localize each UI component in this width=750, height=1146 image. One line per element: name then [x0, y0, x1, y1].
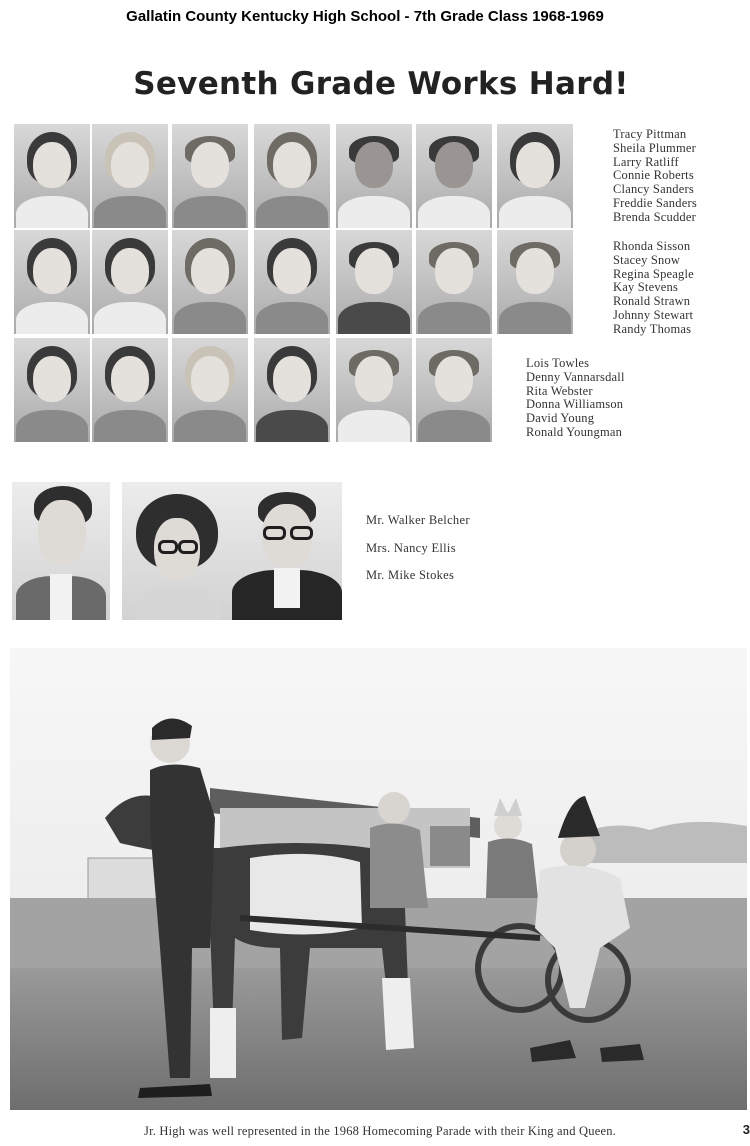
teacher-photo — [232, 482, 342, 620]
student-photo — [14, 230, 90, 334]
student-photo — [92, 124, 168, 228]
teacher-name: Mrs. Nancy Ellis — [366, 540, 456, 555]
student-photo — [14, 338, 90, 442]
student-photo — [172, 338, 248, 442]
student-name: Rita Webster — [526, 383, 593, 398]
student-photo — [14, 124, 90, 228]
student-name: Connie Roberts — [613, 168, 694, 183]
student-photo — [92, 338, 168, 442]
page-title: Seventh Grade Works Hard! — [133, 66, 629, 102]
student-photo — [254, 230, 330, 334]
student-name: Freddie Sanders — [613, 195, 697, 210]
teacher-name-list — [366, 513, 470, 596]
student-name: Kay Stevens — [613, 280, 679, 295]
student-photo — [336, 124, 412, 228]
student-photo — [92, 230, 168, 334]
student-photo — [416, 230, 492, 334]
student-name: Ronald Youngman — [526, 424, 623, 439]
student-photo — [172, 230, 248, 334]
student-photo — [336, 230, 412, 334]
student-name: Randy Thomas — [613, 321, 692, 336]
student-name: Stacey Snow — [613, 252, 681, 267]
student-name: Denny Vannarsdall — [526, 369, 625, 384]
student-name: Lois Towles — [526, 356, 590, 370]
student-photo — [416, 124, 492, 228]
student-photo — [254, 338, 330, 442]
parade-photo — [10, 648, 747, 1110]
photo-caption: Jr. High was well represented in the 1968 Homecoming Parade with their King and Queen. — [144, 1124, 616, 1138]
name-list-row-3 — [526, 357, 625, 440]
teacher-photo — [122, 482, 232, 620]
page-number: 3 — [742, 1122, 750, 1137]
teacher-photo — [12, 482, 110, 620]
student-name: Sheila Plummer — [613, 140, 697, 155]
student-name: Larry Ratliff — [613, 154, 679, 169]
student-name: Rhonda Sisson — [613, 239, 691, 253]
student-photo — [172, 124, 248, 228]
student-name: Johnny Stewart — [613, 307, 694, 322]
student-name: David Young — [526, 411, 595, 426]
student-photo — [254, 124, 330, 228]
student-photo — [497, 230, 573, 334]
student-name: Brenda Scudder — [613, 209, 696, 224]
student-name: Regina Speagle — [613, 266, 694, 281]
student-name: Tracy Pittman — [613, 127, 687, 141]
student-name: Ronald Strawn — [613, 294, 691, 309]
name-list-row-1 — [613, 128, 697, 225]
teacher-name: Mr. Walker Belcher — [366, 513, 470, 527]
student-photo — [336, 338, 412, 442]
teacher-name: Mr. Mike Stokes — [366, 568, 455, 582]
name-list-row-2 — [613, 240, 694, 337]
student-photo — [416, 338, 492, 442]
student-photo — [497, 124, 573, 228]
parade-scene-illustration — [10, 648, 747, 1110]
header-title: Gallatin County Kentucky High School - 7th Grade Class 1968-1969 — [126, 8, 604, 25]
student-name: Clancy Sanders — [613, 182, 694, 197]
student-name: Donna Williamson — [526, 397, 624, 412]
